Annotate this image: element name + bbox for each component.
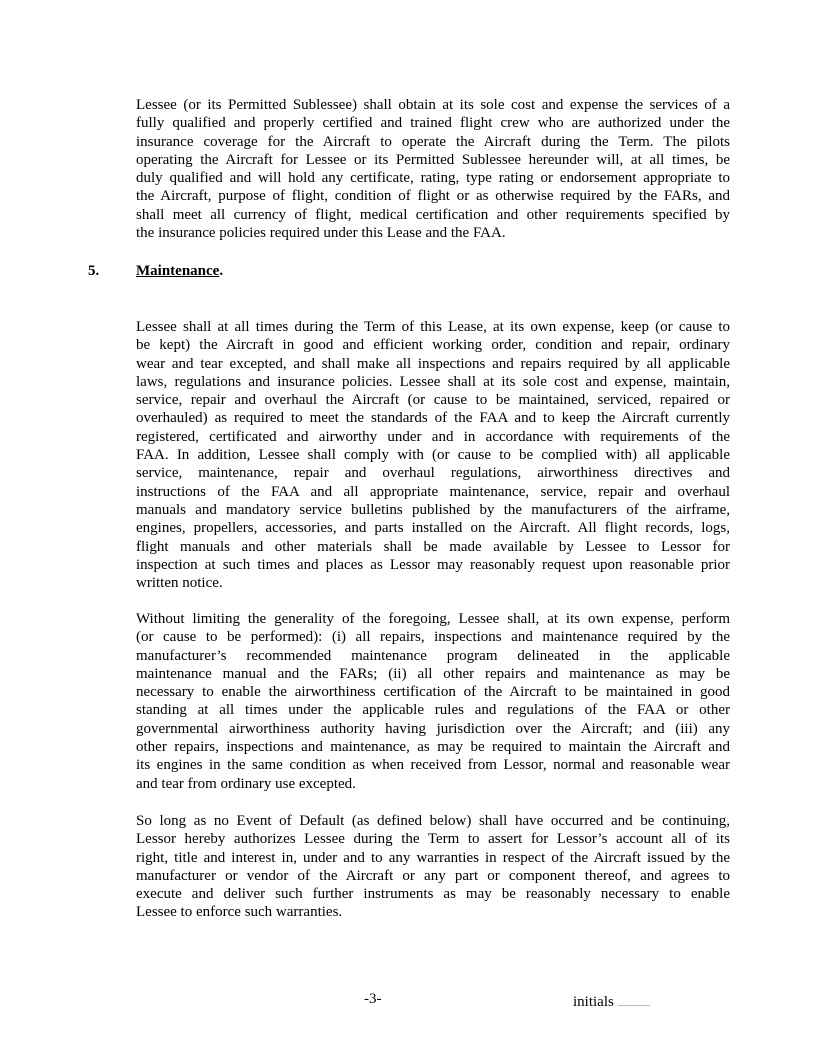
text-line: the insurance policies required under this Lease and the FAA. xyxy=(136,225,506,242)
text-line: manuals and mandatory service bulletins published by the manufacturers of the airframe, xyxy=(136,501,730,518)
text-line: service, repair and overhaul the Aircraft (or cause to be maintained, serviced, repaired or xyxy=(136,392,730,409)
text-line: wear and tear excepted, and shall make all inspections and repairs required by all applicable xyxy=(136,355,730,372)
text-line: standing at all times under the applicable rules and regulations of the FAA or other xyxy=(136,702,730,719)
text-line: engines, propellers, accessories, and parts installed on the Aircraft. All flight records, logs, xyxy=(136,520,730,537)
text-line: Without limiting the generality of the foregoing, Lessee shall, at its own expense, perform xyxy=(136,611,730,627)
text-line: registered, certificated and airworthy under and in accordance with requirements of the xyxy=(136,428,730,445)
text-line: governmental airworthiness authority having jurisdiction over the Aircraft; and (iii) any xyxy=(136,720,730,737)
text-line: Lessee to enforce such warranties. xyxy=(136,904,343,921)
section-title-period: . xyxy=(219,263,224,279)
text-line: instructions of the FAA and all appropriate maintenance, service, repair and overhaul xyxy=(136,483,730,500)
text-line: flight manuals and other materials shall be made available by Lessee to Lessor for xyxy=(136,538,730,555)
text-line: maintenance manual and the FARs; (ii) all other repairs and maintenance as may be xyxy=(136,665,730,682)
text-line: necessary to enable the airworthiness certification of the Aircraft to be maintained in good xyxy=(136,684,730,701)
text-line: execute and deliver such further instruments as may be reasonably necessary to enable xyxy=(136,886,730,903)
text-line: Lessee shall at all times during the Term of this Lease, at its own expense, keep (or cause to xyxy=(136,319,730,335)
paragraph-warranties xyxy=(136,812,730,922)
initials-blank-line xyxy=(618,991,650,1006)
paragraph-crew xyxy=(136,96,730,242)
text-line: inspection at such times and places as Lessor may reasonably request upon reasonable prior xyxy=(136,556,730,573)
text-line: Lessee (or its Permitted Sublessee) shall obtain at its sole cost and expense the services of a xyxy=(136,97,730,113)
text-line: operating the Aircraft for Lessee or its Permitted Sublessee hereunder will, at all times, be xyxy=(136,151,730,168)
text-line: right, title and interest in, under and to any warranties in respect of the Aircraft issued by the xyxy=(136,849,730,866)
text-line: (or cause to be performed): (i) all repairs, inspections and maintenance required by the xyxy=(136,629,730,646)
text-line: insurance coverage for the Aircraft to operate the Aircraft during the Term. The pilots xyxy=(136,133,730,150)
text-line: the Aircraft, purpose of flight, condition of flight or as otherwise required by the FARs, and xyxy=(136,188,730,205)
text-line: written notice. xyxy=(136,575,223,592)
text-line: duly qualified and will hold any certificate, rating, type rating or endorsement appropriate to xyxy=(136,170,730,187)
text-line: fully qualified and properly certified and trained flight crew who are authorized under the xyxy=(136,115,730,132)
text-line: laws, regulations and insurance policies. Lessee shall at its sole cost and expense, maintain, xyxy=(136,373,730,390)
text-line: and tear from ordinary use excepted. xyxy=(136,775,356,792)
section-number: 5. xyxy=(88,263,100,279)
section-title: Maintenance xyxy=(136,263,220,279)
text-line: be kept) the Aircraft in good and efficient working order, condition and repair, ordinary xyxy=(136,337,730,354)
text-line: shall meet all currency of flight, medical certification and other requirements specified by xyxy=(136,206,730,223)
text-line: FAA. In addition, Lessee shall comply with (or cause to be complied with) all applicable xyxy=(136,447,730,464)
paragraph-maintenance-scope xyxy=(136,610,730,793)
text-line: its engines in the same condition as when received from Lessor, normal and reasonable wear xyxy=(136,757,730,774)
paragraph-maintenance-obligations xyxy=(136,318,730,592)
text-line: manufacturer’s recommended maintenance program delineated in the applicable xyxy=(136,647,730,664)
initials-field xyxy=(573,991,650,1011)
text-line: So long as no Event of Default (as defined below) shall have occurred and be continuing, xyxy=(136,813,730,829)
initials-label: initials xyxy=(573,994,614,1010)
text-line: other repairs, inspections and maintenance, as may be required to maintain the Aircraft and xyxy=(136,739,730,756)
text-line: overhauled) as required to meet the standards of the FAA and to keep the Aircraft currently xyxy=(136,410,730,427)
text-line: manufacturer or vendor of the Aircraft or any part or component thereof, and agrees to xyxy=(136,867,730,884)
text-line: service, maintenance, repair and overhaul regulations, airworthiness directives and xyxy=(136,465,730,482)
page-number: -3- xyxy=(364,991,382,1007)
text-line: Lessor hereby authorizes Lessee during the Term to assert for Lessor’s account all of its xyxy=(136,831,730,848)
